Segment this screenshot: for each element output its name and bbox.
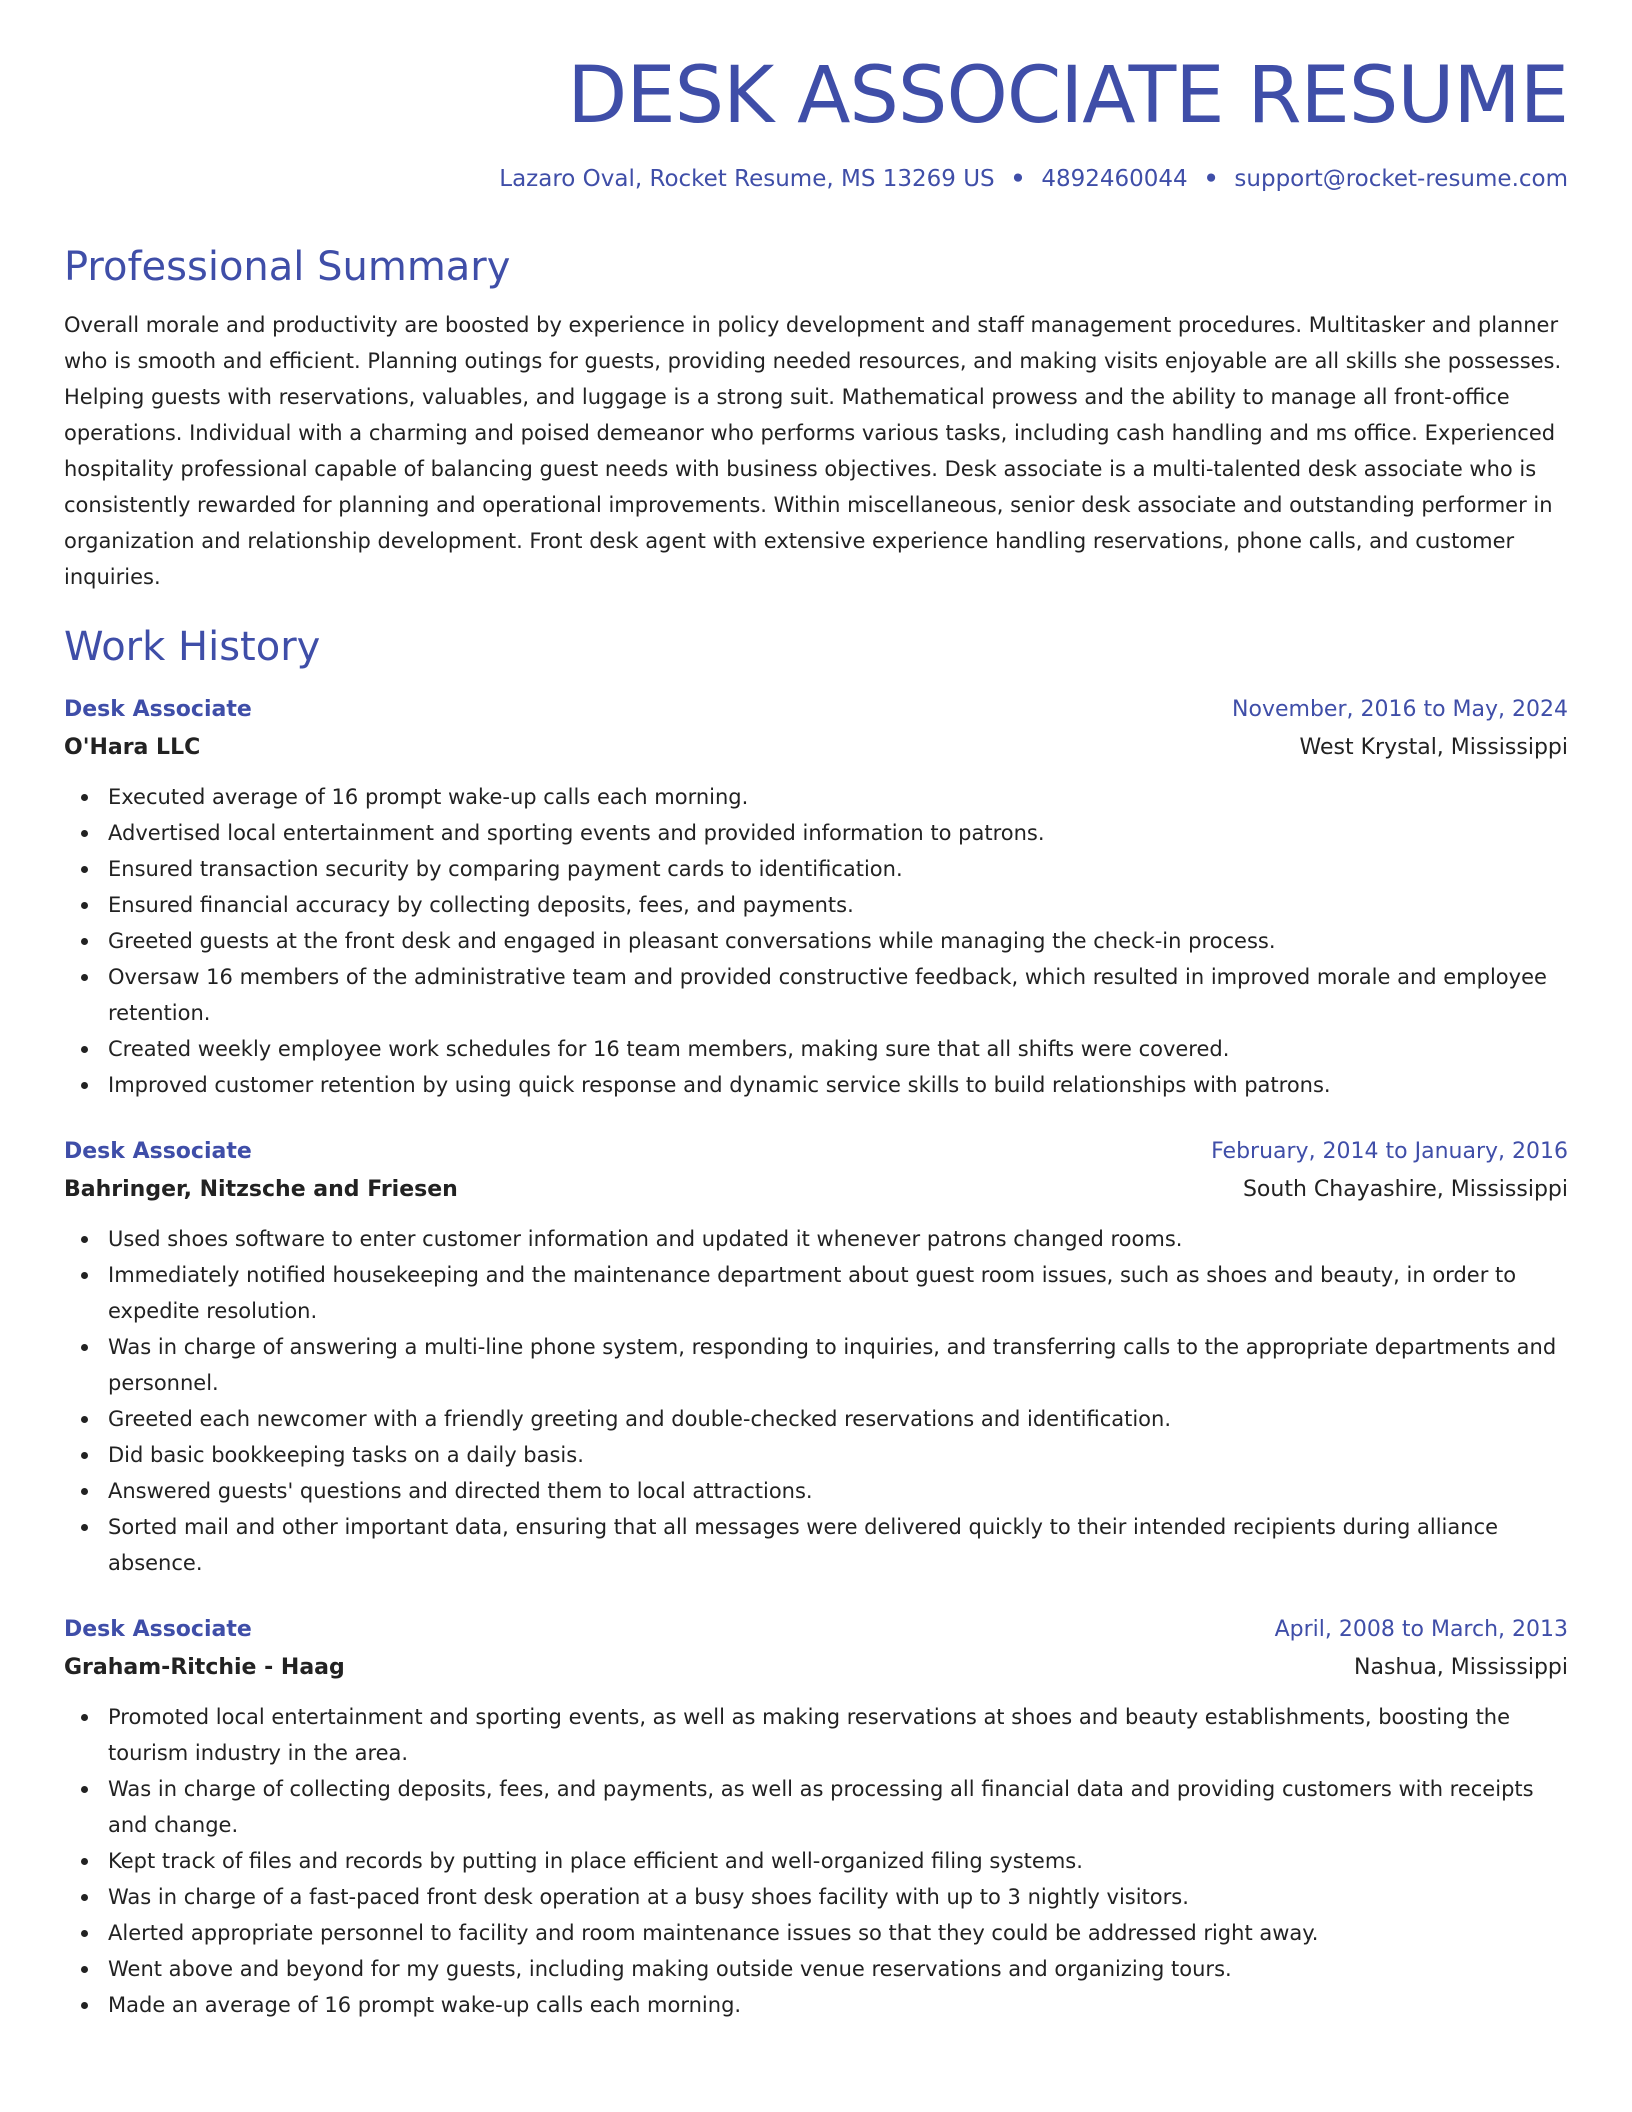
resume-header — [64, 51, 1568, 193]
job-bullet: Did basic bookkeeping tasks on a daily basis. — [108, 1437, 1568, 1473]
job-bullet: Greeted each newcomer with a friendly greeting and double-checked reservations and identification. — [108, 1401, 1568, 1437]
job-bullet-list — [64, 779, 1568, 1103]
job-dates: November, 2016 to May, 2024 — [1232, 697, 1568, 723]
job-bullet: Made an average of 16 prompt wake-up calls each morning. — [108, 1987, 1568, 2023]
job-company-row — [64, 1649, 1568, 1687]
job-entry — [64, 1611, 1568, 2023]
job-location: West Krystal, Mississippi — [1299, 735, 1568, 761]
job-bullet: Was in charge of collecting deposits, fees, and payments, as well as processing all financial data and providing customers with receipts and change. — [108, 1771, 1568, 1843]
work-history-section — [64, 623, 1568, 2023]
job-company-row — [64, 729, 1568, 767]
job-location: Nashua, Mississippi — [1354, 1655, 1568, 1681]
job-bullet-list — [64, 1699, 1568, 2023]
contact-email: support@rocket-resume.com — [1234, 165, 1568, 192]
job-bullet: Sorted mail and other important data, ensuring that all messages were delivered quickly to their intended recipients during alliance absence. — [108, 1509, 1568, 1581]
job-title: Desk Associate — [64, 697, 252, 723]
job-entry — [64, 1133, 1568, 1581]
job-bullet: Went above and beyond for my guests, including making outside venue reservations and organizing tours. — [108, 1951, 1568, 1987]
job-bullet: Ensured financial accuracy by collecting deposits, fees, and payments. — [108, 887, 1568, 923]
contact-line — [64, 166, 1568, 194]
resume-title: DESK ASSOCIATE RESUME — [567, 51, 1568, 141]
job-bullet: Ensured transaction security by comparing payment cards to identification. — [108, 851, 1568, 887]
job-title: Desk Associate — [64, 1139, 252, 1165]
summary-heading: Professional Summary — [64, 244, 511, 291]
job-title-row — [64, 1133, 1568, 1171]
job-bullet: Created weekly employee work schedules for 16 team members, making sure that all shifts were covered. — [108, 1031, 1568, 1067]
job-bullet-list — [64, 1221, 1568, 1581]
job-bullet: Was in charge of answering a multi-line phone system, responding to inquiries, and transferring calls to the appropriate departments and personnel. — [108, 1329, 1568, 1401]
job-bullet: Immediately notified housekeeping and the maintenance department about guest room issues, such as shoes and beauty, in order to expedite resolution. — [108, 1257, 1568, 1329]
work-history-heading: Work History — [64, 624, 321, 671]
contact-address: Lazaro Oval, Rocket Resume, MS 13269 US — [499, 165, 995, 192]
summary-text: Overall morale and productivity are boosted by experience in policy development and staff management procedures. Multitasker and planner who is smooth and efficient. Planning outings for guests, providing needed resources, and making visits enjoyable are all skills she possesses. Helping guests with reservations, valuables, and luggage is a strong suit. Mathematical prowess and the ability to manage all front-office operations. Individual with a charming and poised demeanor who performs various tasks, including cash handling and ms office. Experienced hospitality professional capable of balancing guest needs with business objectives. Desk associate is a multi-talented desk associate who is consistently rewarded for planning and operational improvements. Within miscellaneous, senior desk associate and outstanding performer in organization and relationship development. Front desk agent with extensive experience handling reservations, phone calls, and customer inquiries. — [64, 313, 1562, 590]
job-bullet: Greeted guests at the front desk and engaged in pleasant conversations while managing the check-in process. — [108, 923, 1568, 959]
professional-summary-section — [64, 243, 1568, 595]
job-bullet: Oversaw 16 members of the administrative team and provided constructive feedback, which resulted in improved morale and employee retention. — [108, 959, 1568, 1031]
job-bullet: Promoted local entertainment and sporting events, as well as making reservations at shoes and beauty establishments, boosting the tourism industry in the area. — [108, 1699, 1568, 1771]
job-bullet: Improved customer retention by using quick response and dynamic service skills to build relationships with patrons. — [108, 1067, 1568, 1103]
job-company: Graham-Ritchie - Haag — [64, 1655, 345, 1681]
job-company: O'Hara LLC — [64, 735, 201, 761]
job-company-row — [64, 1171, 1568, 1209]
job-bullet: Alerted appropriate personnel to facility and room maintenance issues so that they could be addressed right away. — [108, 1915, 1568, 1951]
job-location: South Chayashire, Mississippi — [1242, 1177, 1568, 1203]
job-company: Bahringer, Nitzsche and Friesen — [64, 1177, 458, 1203]
job-bullet: Was in charge of a fast-paced front desk operation at a busy shoes facility with up to 3 nightly visitors. — [108, 1879, 1568, 1915]
job-bullet: Kept track of files and records by putting in place efficient and well-organized filing systems. — [108, 1843, 1568, 1879]
job-bullet: Used shoes software to enter customer information and updated it whenever patrons changed rooms. — [108, 1221, 1568, 1257]
job-dates: February, 2014 to January, 2016 — [1211, 1139, 1568, 1165]
job-title-row — [64, 691, 1568, 729]
job-bullet: Executed average of 16 prompt wake-up calls each morning. — [108, 779, 1568, 815]
job-bullet: Answered guests' questions and directed them to local attractions. — [108, 1473, 1568, 1509]
contact-phone: 4892460044 — [1041, 165, 1188, 192]
contact-separator: • — [1010, 165, 1026, 192]
job-entry — [64, 691, 1568, 1103]
job-bullet: Advertised local entertainment and sporting events and provided information to patrons. — [108, 815, 1568, 851]
job-title: Desk Associate — [64, 1617, 252, 1643]
job-dates: April, 2008 to March, 2013 — [1274, 1617, 1568, 1643]
job-title-row — [64, 1611, 1568, 1649]
contact-separator: • — [1203, 165, 1219, 192]
